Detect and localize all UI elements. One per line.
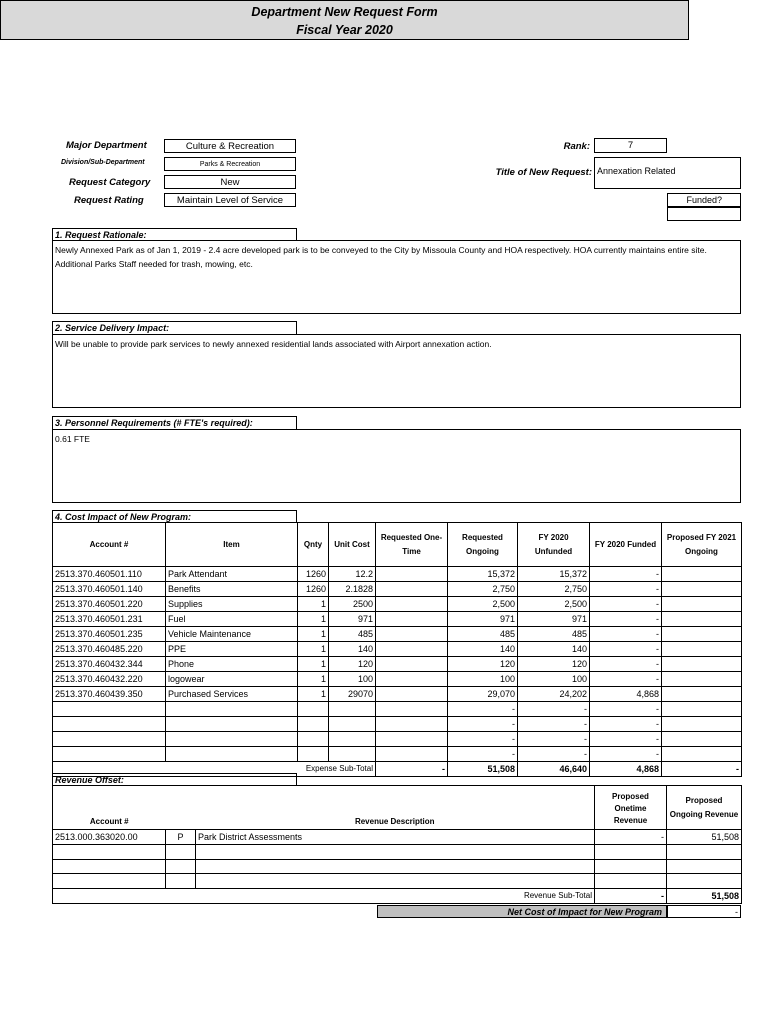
rev-col-onetime: Proposed Onetime Revenue	[595, 786, 667, 830]
net-cost-label: Net Cost of Impact for New Program	[377, 905, 667, 918]
cost-cell-item[interactable]: Benefits	[166, 582, 298, 597]
request-rating-field[interactable]: Maintain Level of Service	[164, 193, 296, 207]
col-account: Account #	[53, 523, 166, 567]
cost-cell-unit-cost[interactable]: 120	[329, 657, 376, 672]
cost-cell-proposed-2021[interactable]	[662, 732, 742, 747]
revenue-cell-type[interactable]	[166, 874, 196, 889]
form-title: Department New Request Form	[251, 5, 438, 19]
cost-cell-item[interactable]: PPE	[166, 642, 298, 657]
subtotal-funded: 4,868	[590, 762, 662, 777]
revenue-row	[53, 874, 742, 889]
cost-cell-proposed-2021[interactable]	[662, 687, 742, 702]
revenue-row	[53, 830, 742, 845]
cost-cell-unit-cost[interactable]: 12.2	[329, 567, 376, 582]
cost-cell-unfunded[interactable]: 120	[518, 657, 590, 672]
cost-cell-qnty[interactable]: 1	[298, 657, 329, 672]
revenue-cell-type[interactable]	[166, 845, 196, 860]
revenue-table	[52, 785, 742, 904]
cost-cell-account[interactable]	[53, 702, 166, 717]
revenue-cell-ongoing[interactable]	[667, 845, 742, 860]
cost-cell-ongoing[interactable]: 2,750	[448, 582, 518, 597]
col-unfunded: FY 2020 Unfunded	[518, 523, 590, 567]
cost-cell-proposed-2021[interactable]	[662, 597, 742, 612]
cost-row	[53, 747, 742, 762]
revenue-cell-description[interactable]: Park District Assessments	[196, 830, 595, 845]
cost-cell-ongoing[interactable]: -	[448, 702, 518, 717]
cost-cell-unit-cost[interactable]	[329, 747, 376, 762]
revenue-offset-label: Revenue Offset:	[52, 773, 297, 786]
cost-cell-qnty[interactable]: 1	[298, 597, 329, 612]
cost-cell-funded[interactable]: 4,868	[590, 687, 662, 702]
cost-cell-funded[interactable]: -	[590, 642, 662, 657]
cost-cell-unfunded[interactable]: 100	[518, 672, 590, 687]
subtotal-ongoing: 51,508	[448, 762, 518, 777]
col-proposed-2021: Proposed FY 2021 Ongoing	[662, 523, 742, 567]
funded-field[interactable]	[667, 207, 741, 221]
col-unit-cost: Unit Cost	[329, 523, 376, 567]
cost-cell-one-time[interactable]	[376, 597, 448, 612]
cost-cell-proposed-2021[interactable]	[662, 582, 742, 597]
request-category-field[interactable]: New	[164, 175, 296, 189]
cost-row	[53, 732, 742, 747]
subtotal-unfunded: 46,640	[518, 762, 590, 777]
cost-cell-account[interactable]: 2513.370.460432.344	[53, 657, 166, 672]
cost-cell-unfunded[interactable]: 24,202	[518, 687, 590, 702]
subtotal-proposed: -	[662, 762, 742, 777]
revenue-subtotal-label: Revenue Sub-Total	[53, 888, 595, 903]
revenue-subtotal-ongoing: 51,508	[711, 890, 739, 901]
cost-cell-item[interactable]	[166, 702, 298, 717]
expense-subtotal-label: Expense Sub-Total	[53, 762, 376, 777]
cost-cell-unfunded[interactable]: 971	[518, 612, 590, 627]
cost-cell-proposed-2021[interactable]	[662, 612, 742, 627]
cost-cell-unfunded[interactable]: 485	[518, 627, 590, 642]
col-funded: FY 2020 Funded	[590, 523, 662, 567]
cost-cell-funded[interactable]: -	[590, 582, 662, 597]
cost-cell-account[interactable]: 2513.370.460501.231	[53, 612, 166, 627]
cost-cell-unit-cost[interactable]	[329, 717, 376, 732]
revenue-cell-account[interactable]	[53, 845, 166, 860]
request-category-label: Request Category	[69, 177, 151, 188]
cost-cell-account[interactable]	[53, 717, 166, 732]
cost-cell-proposed-2021[interactable]	[662, 717, 742, 732]
revenue-cell-ongoing[interactable]: 51,508	[667, 830, 742, 845]
personnel-label: 3. Personnel Requirements (# FTE's required):	[52, 416, 297, 429]
cost-cell-qnty[interactable]: 1	[298, 687, 329, 702]
cost-cell-proposed-2021[interactable]	[662, 642, 742, 657]
cost-cell-qnty[interactable]: 1	[298, 642, 329, 657]
cost-cell-ongoing[interactable]: 29,070	[448, 687, 518, 702]
personnel-text[interactable]: 0.61 FTE	[52, 429, 741, 503]
cost-cell-unfunded[interactable]: -	[518, 702, 590, 717]
title-of-request-field[interactable]: Annexation Related	[594, 157, 741, 189]
cost-cell-item[interactable]: Supplies	[166, 597, 298, 612]
cost-cell-one-time[interactable]	[376, 582, 448, 597]
cost-impact-label: 4. Cost Impact of New Program:	[52, 510, 297, 523]
rationale-label: 1. Request Rationale:	[52, 228, 297, 241]
cost-cell-unit-cost[interactable]: 2.1828	[329, 582, 376, 597]
cost-cell-one-time[interactable]	[376, 627, 448, 642]
division-field[interactable]: Parks & Recreation	[164, 157, 296, 171]
cost-row	[53, 597, 742, 612]
cost-cell-qnty[interactable]: 1	[298, 627, 329, 642]
cost-cell-funded[interactable]: -	[590, 597, 662, 612]
cost-cell-funded[interactable]: -	[590, 702, 662, 717]
cost-cell-proposed-2021[interactable]	[662, 657, 742, 672]
revenue-row	[53, 859, 742, 874]
revenue-cell-ongoing[interactable]	[667, 874, 742, 889]
col-item: Item	[166, 523, 298, 567]
col-ongoing: Requested Ongoing	[448, 523, 518, 567]
cost-cell-qnty[interactable]	[298, 732, 329, 747]
net-cost-value: -	[667, 905, 741, 918]
cost-cell-account[interactable]: 2513.370.460501.140	[53, 582, 166, 597]
cost-cell-funded[interactable]: -	[590, 567, 662, 582]
cost-cell-unit-cost[interactable]: 485	[329, 627, 376, 642]
cost-cell-unfunded[interactable]: -	[518, 732, 590, 747]
revenue-subtotal-row	[53, 888, 742, 903]
cost-cell-ongoing[interactable]: 140	[448, 642, 518, 657]
cost-cell-one-time[interactable]	[376, 732, 448, 747]
cost-row	[53, 657, 742, 672]
cost-cell-one-time[interactable]	[376, 567, 448, 582]
cost-row	[53, 642, 742, 657]
request-rating-label: Request Rating	[74, 195, 144, 206]
cost-cell-ongoing[interactable]: -	[448, 747, 518, 762]
cost-cell-item[interactable]	[166, 717, 298, 732]
cost-cell-qnty[interactable]	[298, 747, 329, 762]
cost-cell-unit-cost[interactable]: 2500	[329, 597, 376, 612]
cost-row	[53, 627, 742, 642]
cost-cell-one-time[interactable]	[376, 687, 448, 702]
cost-row	[53, 687, 742, 702]
subtotal-one-time: -	[376, 762, 448, 777]
rank-field[interactable]: 7	[594, 138, 667, 153]
cost-row	[53, 567, 742, 582]
cost-cell-item[interactable]	[166, 732, 298, 747]
cost-cell-item[interactable]: Park Attendant	[166, 567, 298, 582]
cost-cell-ongoing[interactable]: 120	[448, 657, 518, 672]
cost-cell-qnty[interactable]: 1260	[298, 582, 329, 597]
revenue-cell-type[interactable]	[166, 859, 196, 874]
cost-cell-one-time[interactable]	[376, 702, 448, 717]
cost-cell-proposed-2021[interactable]	[662, 627, 742, 642]
cost-cell-one-time[interactable]	[376, 747, 448, 762]
cost-cell-account[interactable]: 2513.370.460432.220	[53, 672, 166, 687]
revenue-cell-account[interactable]: 2513.000.363020.00	[53, 830, 166, 845]
cost-cell-account[interactable]: 2513.370.460439.350	[53, 687, 166, 702]
revenue-cell-onetime[interactable]: -	[595, 830, 667, 845]
revenue-cell-account[interactable]	[53, 874, 166, 889]
revenue-cell-onetime[interactable]	[595, 874, 667, 889]
cost-cell-one-time[interactable]	[376, 657, 448, 672]
cost-cell-item[interactable]: logowear	[166, 672, 298, 687]
cost-cell-item[interactable]	[166, 747, 298, 762]
cost-row	[53, 612, 742, 627]
revenue-cell-description[interactable]	[196, 874, 595, 889]
cost-cell-ongoing[interactable]: 100	[448, 672, 518, 687]
col-qnty: Qnty	[298, 523, 329, 567]
cost-cell-ongoing[interactable]: -	[448, 717, 518, 732]
revenue-cell-onetime[interactable]	[595, 859, 667, 874]
cost-cell-unit-cost[interactable]	[329, 702, 376, 717]
cost-row	[53, 672, 742, 687]
form-subtitle: Fiscal Year 2020	[296, 23, 393, 37]
cost-cell-item[interactable]: Vehicle Maintenance	[166, 627, 298, 642]
revenue-cell-type[interactable]: P	[166, 830, 196, 845]
cost-cell-funded[interactable]: -	[590, 627, 662, 642]
cost-cell-proposed-2021[interactable]	[662, 672, 742, 687]
cost-cell-account[interactable]: 2513.370.460501.235	[53, 627, 166, 642]
cost-cell-account[interactable]	[53, 747, 166, 762]
cost-cell-proposed-2021[interactable]	[662, 567, 742, 582]
cost-cell-item[interactable]: Purchased Services	[166, 687, 298, 702]
service-impact-text[interactable]: Will be unable to provide park services to newly annexed residential lands associated with Airport annexation action.	[52, 334, 741, 408]
cost-cell-account[interactable]	[53, 732, 166, 747]
cost-cell-funded[interactable]: -	[590, 657, 662, 672]
cost-cell-ongoing[interactable]: 2,500	[448, 597, 518, 612]
revenue-subtotal-onetime: -	[595, 888, 667, 903]
cost-row	[53, 582, 742, 597]
cost-cell-unit-cost[interactable]	[329, 732, 376, 747]
col-one-time: Requested One-Time	[376, 523, 448, 567]
title-of-request-label: Title of New Request:	[495, 167, 592, 178]
cost-cell-account[interactable]: 2513.370.460501.220	[53, 597, 166, 612]
cost-cell-unit-cost[interactable]: 100	[329, 672, 376, 687]
major-department-label: Major Department	[66, 140, 147, 151]
cost-cell-qnty[interactable]	[298, 702, 329, 717]
cost-cell-unfunded[interactable]: 2,500	[518, 597, 590, 612]
cost-cell-proposed-2021[interactable]	[662, 702, 742, 717]
revenue-cell-onetime[interactable]	[595, 845, 667, 860]
cost-cell-funded[interactable]: -	[590, 717, 662, 732]
cost-cell-qnty[interactable]	[298, 717, 329, 732]
service-impact-label: 2. Service Delivery Impact:	[52, 321, 297, 334]
cost-cell-funded[interactable]: -	[590, 612, 662, 627]
major-department-field[interactable]: Culture & Recreation	[164, 139, 296, 153]
revenue-cell-account[interactable]	[53, 859, 166, 874]
cost-cell-one-time[interactable]	[376, 642, 448, 657]
revenue-cell-description[interactable]	[196, 845, 595, 860]
cost-cell-ongoing[interactable]: 971	[448, 612, 518, 627]
rationale-text[interactable]: Newly Annexed Park as of Jan 1, 2019 - 2.4 acre developed park is to be conveyed to the City by Missoula County and HOA respectively. HOA currently maintains entire site. Additional Parks Staff needed for trash, mowing, etc.	[52, 240, 741, 314]
cost-cell-account[interactable]: 2513.370.460501.110	[53, 567, 166, 582]
revenue-cell-ongoing[interactable]	[667, 859, 742, 874]
cost-table-header	[53, 523, 742, 567]
rev-col-ongoing: Proposed Ongoing Revenue	[667, 786, 742, 830]
cost-cell-account[interactable]: 2513.370.460485.220	[53, 642, 166, 657]
cost-cell-unit-cost[interactable]: 140	[329, 642, 376, 657]
rank-label: Rank:	[563, 141, 590, 152]
division-label: Division/Sub-Department	[61, 159, 145, 166]
cost-cell-qnty[interactable]: 1	[298, 612, 329, 627]
rev-col-account: Account #	[53, 786, 166, 830]
cost-row	[53, 702, 742, 717]
cost-cell-qnty[interactable]: 1260	[298, 567, 329, 582]
cost-cell-unit-cost[interactable]: 971	[329, 612, 376, 627]
cost-cell-item[interactable]: Phone	[166, 657, 298, 672]
cost-cell-unfunded[interactable]: 2,750	[518, 582, 590, 597]
cost-cell-ongoing[interactable]: 15,372	[448, 567, 518, 582]
revenue-cell-description[interactable]	[196, 859, 595, 874]
cost-cell-unfunded[interactable]: -	[518, 747, 590, 762]
cost-cell-unit-cost[interactable]: 29070	[329, 687, 376, 702]
cost-cell-qnty[interactable]: 1	[298, 672, 329, 687]
cost-cell-one-time[interactable]	[376, 717, 448, 732]
cost-cell-funded[interactable]: -	[590, 747, 662, 762]
cost-cell-funded[interactable]: -	[590, 732, 662, 747]
revenue-row	[53, 845, 742, 860]
rev-col-description: Revenue Description	[196, 786, 595, 830]
form-title-box	[0, 0, 689, 40]
funded-label: Funded?	[667, 193, 741, 207]
cost-cell-ongoing[interactable]: -	[448, 732, 518, 747]
cost-cell-unfunded[interactable]: -	[518, 717, 590, 732]
cost-cell-unfunded[interactable]: 140	[518, 642, 590, 657]
cost-cell-one-time[interactable]	[376, 612, 448, 627]
cost-cell-funded[interactable]: -	[590, 672, 662, 687]
cost-cell-item[interactable]: Fuel	[166, 612, 298, 627]
cost-cell-ongoing[interactable]: 485	[448, 627, 518, 642]
cost-cell-one-time[interactable]	[376, 672, 448, 687]
cost-cell-unfunded[interactable]: 15,372	[518, 567, 590, 582]
cost-table	[52, 522, 742, 777]
cost-cell-proposed-2021[interactable]	[662, 747, 742, 762]
cost-row	[53, 717, 742, 732]
